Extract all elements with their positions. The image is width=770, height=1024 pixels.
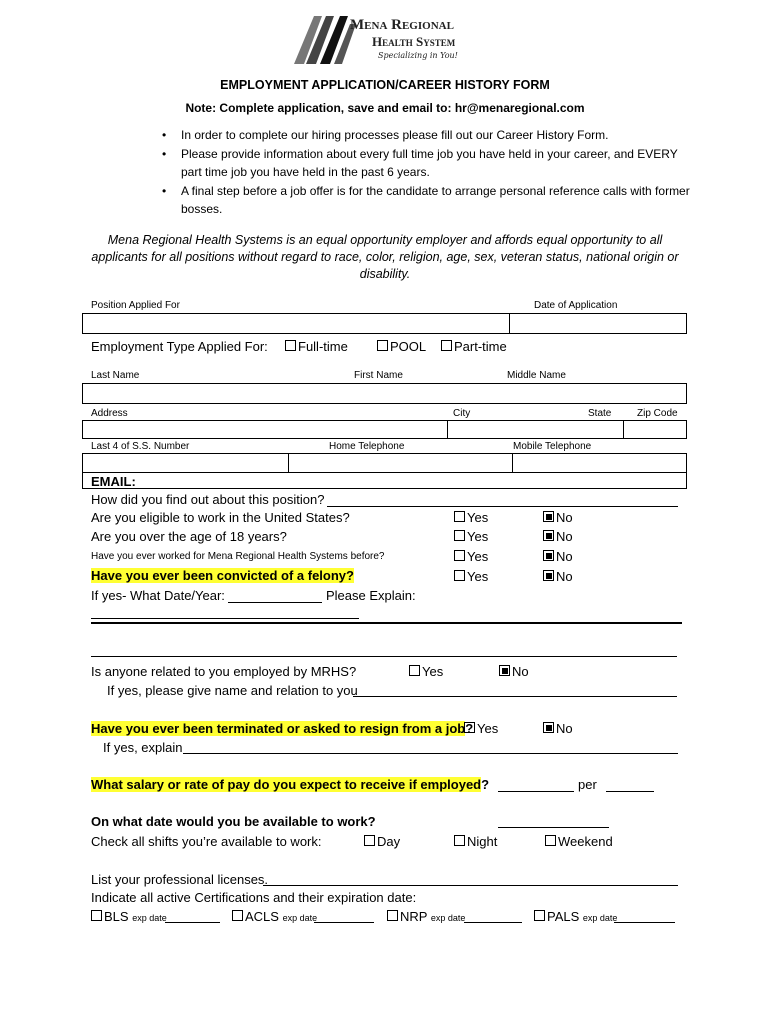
salary-question (91, 777, 489, 792)
felony-no-label: No (556, 569, 573, 584)
shift-day-checkbox[interactable] (364, 835, 375, 846)
bullet-2-cont: part time job you have held in the past 6 years. (181, 165, 430, 179)
felony-yes-label: Yes (467, 569, 489, 584)
related-line[interactable] (353, 696, 677, 697)
mobile-tel-label: Mobile Telephone (513, 441, 592, 452)
related-question: Is anyone related to you employed by MRHS? (91, 664, 357, 679)
cert-acls-exp-label: exp date (282, 913, 318, 923)
felony-no-checkbox[interactable] (543, 570, 554, 581)
cert-acls-line[interactable] (314, 922, 374, 923)
ssn-label: Last 4 of S.S. Number (91, 441, 190, 452)
terminated-yes[interactable] (464, 721, 498, 736)
cert-pals-label: PALS (547, 909, 580, 924)
felony-question: Have you ever been convicted of a felony? (91, 568, 354, 583)
home-tel-input[interactable] (289, 454, 511, 472)
date-app-label: Date of Application (534, 300, 618, 311)
cert-pals-exp-label: exp date (582, 913, 618, 923)
ssn-input[interactable] (83, 454, 287, 472)
worked-before-yes-label: Yes (467, 549, 489, 564)
cert-pals[interactable] (534, 909, 617, 924)
form-title: EMPLOYMENT APPLICATION/CAREER HISTORY FORM (220, 78, 550, 92)
shift-weekend[interactable] (545, 834, 613, 849)
available-date-question: On what date would you be available to work? (91, 814, 376, 829)
cert-acls-checkbox[interactable] (232, 910, 243, 921)
cert-nrp-exp-label: exp date (430, 913, 466, 923)
position-input[interactable] (83, 314, 508, 333)
worked-before-no[interactable] (543, 549, 573, 564)
licenses-line[interactable] (263, 885, 678, 886)
cert-bls-exp-label: exp date (132, 913, 167, 923)
worked-before-question: Have you ever worked for Mena Regional Health Systems before? (91, 551, 385, 562)
related-if-yes-label: If yes, please give name and relation to you (107, 683, 358, 698)
eligible-yes-label: Yes (467, 510, 489, 525)
bullet-1: • In order to complete our hiring processes please fill out our Career History Form. (181, 126, 690, 145)
over18-no-checkbox[interactable] (543, 530, 554, 541)
over18-yes-checkbox[interactable] (454, 530, 465, 541)
middle-name-label: Middle Name (507, 370, 566, 381)
cert-bls-line[interactable] (165, 922, 220, 923)
address-input[interactable] (83, 421, 446, 438)
eligible-yes[interactable] (454, 510, 488, 525)
logo-tagline: Specializing in You! (378, 51, 458, 60)
city-label: City (453, 408, 471, 419)
shifts-question: Check all shifts you’re available to work: (91, 834, 322, 849)
name-row[interactable] (82, 383, 687, 404)
worked-before-yes[interactable] (454, 549, 488, 564)
certs-question: Indicate all active Certifications and their expiration date: (91, 890, 417, 905)
home-tel-label: Home Telephone (329, 441, 405, 452)
address-label: Address (91, 408, 128, 419)
shift-night-label: Night (467, 834, 498, 849)
over18-yes-label: Yes (467, 529, 489, 544)
felony-explain-label: Please Explain: (326, 588, 416, 603)
cert-nrp-label: NRP (400, 909, 428, 924)
shift-day-label: Day (377, 834, 401, 849)
shift-weekend-label: Weekend (558, 834, 613, 849)
last-name-label: Last Name (91, 370, 140, 381)
salary-text: What salary or rate of pay do you expect to receive if employed (91, 777, 482, 792)
cert-pals-checkbox[interactable] (534, 910, 545, 921)
related-no[interactable] (499, 664, 529, 679)
terminated-text: Have you ever been terminated or asked to resign from a job (91, 721, 466, 736)
email-row[interactable] (82, 473, 687, 489)
salary-per-line[interactable] (606, 791, 654, 792)
related-no-checkbox[interactable] (499, 665, 510, 676)
city-input[interactable] (448, 421, 622, 438)
over18-no-label: No (556, 529, 573, 544)
cert-acls-label: ACLS (245, 909, 279, 924)
felony-explain-line-2[interactable] (91, 656, 677, 657)
emp-type-label: Employment Type Applied For: (91, 339, 268, 354)
over18-question: Are you over the age of 18 years? (91, 529, 287, 544)
pool-checkbox[interactable] (377, 340, 388, 351)
salary-qmark: ? (481, 777, 490, 792)
bullet-3-cont: bosses. (181, 202, 223, 216)
related-yes-label: Yes (422, 664, 444, 679)
terminated-qmark: ? (465, 721, 474, 736)
full-time-checkbox[interactable] (285, 340, 296, 351)
eligible-no[interactable] (543, 510, 573, 525)
eeo-line-1: Mena Regional Health Systems is an equal opportunity employer and affords equal opportunity to all (107, 233, 663, 247)
terminated-no-label: No (556, 721, 573, 736)
terminated-line[interactable] (183, 753, 678, 754)
find-out-line[interactable] (327, 506, 678, 507)
over18-no[interactable] (543, 529, 573, 544)
worked-before-yes-checkbox[interactable] (454, 550, 465, 561)
zip-input[interactable] (624, 421, 686, 438)
shift-night-checkbox[interactable] (454, 835, 465, 846)
full-time-label: Full-time (298, 339, 348, 354)
shift-night[interactable] (454, 834, 497, 849)
position-label: Position Applied For (91, 300, 180, 311)
felony-yes-checkbox[interactable] (454, 570, 465, 581)
first-name-label: First Name (354, 370, 403, 381)
cert-nrp-checkbox[interactable] (387, 910, 398, 921)
felony-divider (91, 622, 682, 624)
state-label: State (588, 408, 612, 419)
felony-date-line[interactable] (228, 602, 322, 603)
terminated-yes-label: Yes (477, 721, 499, 736)
licenses-question: List your professional licenses. (91, 872, 269, 887)
part-time-checkbox[interactable] (441, 340, 452, 351)
cert-bls-checkbox[interactable] (91, 910, 102, 921)
form-note: Note: Complete application, save and email to: hr@menaregional.com (185, 101, 585, 115)
felony-explain-line-1[interactable] (91, 618, 359, 619)
bullet-3: • A final step before a job offer is for the candidate to arrange personal reference calls with former (181, 182, 690, 201)
eligible-question: Are you eligible to work in the United States? (91, 510, 350, 525)
zip-label: Zip Code (637, 408, 678, 419)
logo (292, 14, 482, 66)
available-date-line[interactable] (498, 827, 609, 828)
felony-yes[interactable] (454, 569, 488, 584)
cert-pals-line[interactable] (614, 922, 675, 923)
worked-before-no-checkbox[interactable] (543, 550, 554, 561)
eligible-no-checkbox[interactable] (543, 511, 554, 522)
eeo-line-3: disability. (359, 267, 411, 281)
eeo-line-2: applicants for all positions without regard to race, color, religion, age, sex, veteran status, national origin or (91, 250, 679, 264)
worked-before-no-label: No (556, 549, 573, 564)
part-time-option[interactable] (441, 339, 507, 354)
cert-bls-label: BLS (104, 909, 129, 924)
bullet-2: • Please provide information about every full time job you have held in your career, and EVERY (181, 145, 690, 164)
shift-weekend-checkbox[interactable] (545, 835, 556, 846)
part-time-label: Part-time (454, 339, 507, 354)
felony-no[interactable] (543, 569, 573, 584)
salary-per-label: per (578, 777, 597, 792)
terminated-question (91, 721, 473, 736)
over18-yes[interactable] (454, 529, 488, 544)
related-yes[interactable] (409, 664, 443, 679)
related-yes-checkbox[interactable] (409, 665, 420, 676)
salary-amount-line[interactable] (498, 791, 574, 792)
cert-bls[interactable] (91, 909, 167, 924)
eligible-no-label: No (556, 510, 573, 525)
email-label: EMAIL: (91, 474, 136, 489)
terminated-no[interactable] (543, 721, 573, 736)
cert-acls[interactable] (232, 909, 317, 924)
felony-date-label: If yes- What Date/Year: (91, 588, 225, 603)
logo-line2: Health System (372, 34, 456, 49)
shift-day[interactable] (364, 834, 400, 849)
pool-option[interactable] (377, 339, 426, 354)
terminated-no-checkbox[interactable] (543, 722, 554, 733)
full-time-option[interactable] (285, 339, 348, 354)
terminated-yes-checkbox[interactable] (464, 722, 475, 733)
date-app-input[interactable] (510, 314, 686, 333)
logo-line1: Mena Regional (350, 17, 454, 33)
mobile-tel-input[interactable] (513, 454, 686, 472)
pool-label: POOL (390, 339, 427, 354)
terminated-if-yes-label: If yes, explain (103, 740, 183, 755)
find-out-question: How did you find out about this position? (91, 492, 325, 507)
cert-nrp-line[interactable] (464, 922, 522, 923)
eligible-yes-checkbox[interactable] (454, 511, 465, 522)
cert-nrp[interactable] (387, 909, 465, 924)
instructions-list (181, 126, 690, 219)
eeo-statement (0, 232, 770, 283)
related-no-label: No (512, 664, 529, 679)
